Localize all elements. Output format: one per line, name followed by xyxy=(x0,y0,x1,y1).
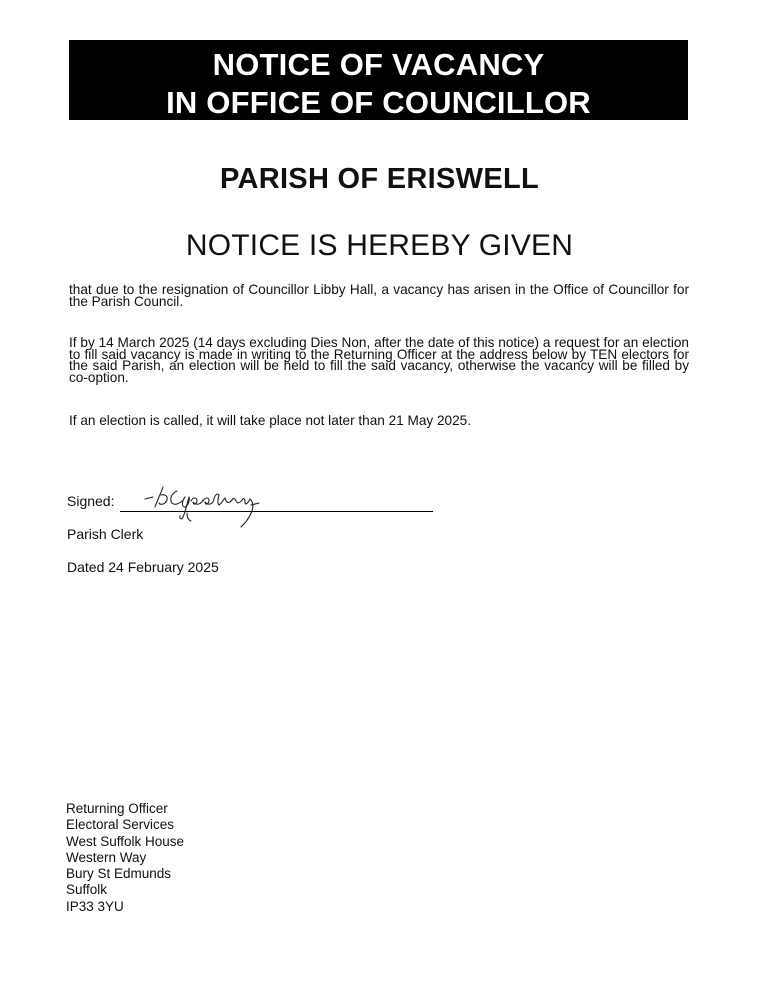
address-line: West Suffolk House xyxy=(66,833,185,849)
banner-title-line-1: NOTICE OF VACANCY xyxy=(212,47,545,82)
notice-banner xyxy=(69,40,688,120)
address-line: Returning Officer xyxy=(66,801,168,816)
address-line: Western Way xyxy=(66,849,147,865)
election-request-paragraph: If by 14 March 2025 (14 days excluding Dies Non, after the date of this notice) a request for an election to fill said vacancy is made in writing to the Returning Officer at the address below by TEN electors for the said Parish, an election will be held to fill the said vacancy, otherwise the vacancy will be filled by co-option. xyxy=(69,335,689,385)
banner-title-line-2: IN OFFICE OF COUNCILLOR xyxy=(166,85,591,120)
signature-row xyxy=(67,489,437,513)
address-line: Bury St Edmunds xyxy=(66,866,172,882)
address-line: Suffolk xyxy=(66,882,108,898)
dated-line: Dated 24 February 2025 xyxy=(67,559,219,575)
resignation-paragraph: that due to the resignation of Councillor Libby Hall, a vacancy has arisen in the Office of Councillor for the Parish Council. xyxy=(69,282,689,309)
address-line: IP33 3YU xyxy=(66,898,124,914)
signed-label: Signed: xyxy=(67,493,115,509)
parish-title: PARISH OF ERISWELL xyxy=(219,163,540,195)
parish-clerk-label: Parish Clerk xyxy=(67,526,144,542)
notice-heading: NOTICE IS HEREBY GIVEN xyxy=(185,229,574,262)
handwritten-signature xyxy=(127,483,297,531)
address-line: Electoral Services xyxy=(66,817,175,833)
returning-officer-address xyxy=(66,801,184,915)
election-date-paragraph: If an election is called, it will take place not later than 21 May 2025. xyxy=(69,413,471,428)
